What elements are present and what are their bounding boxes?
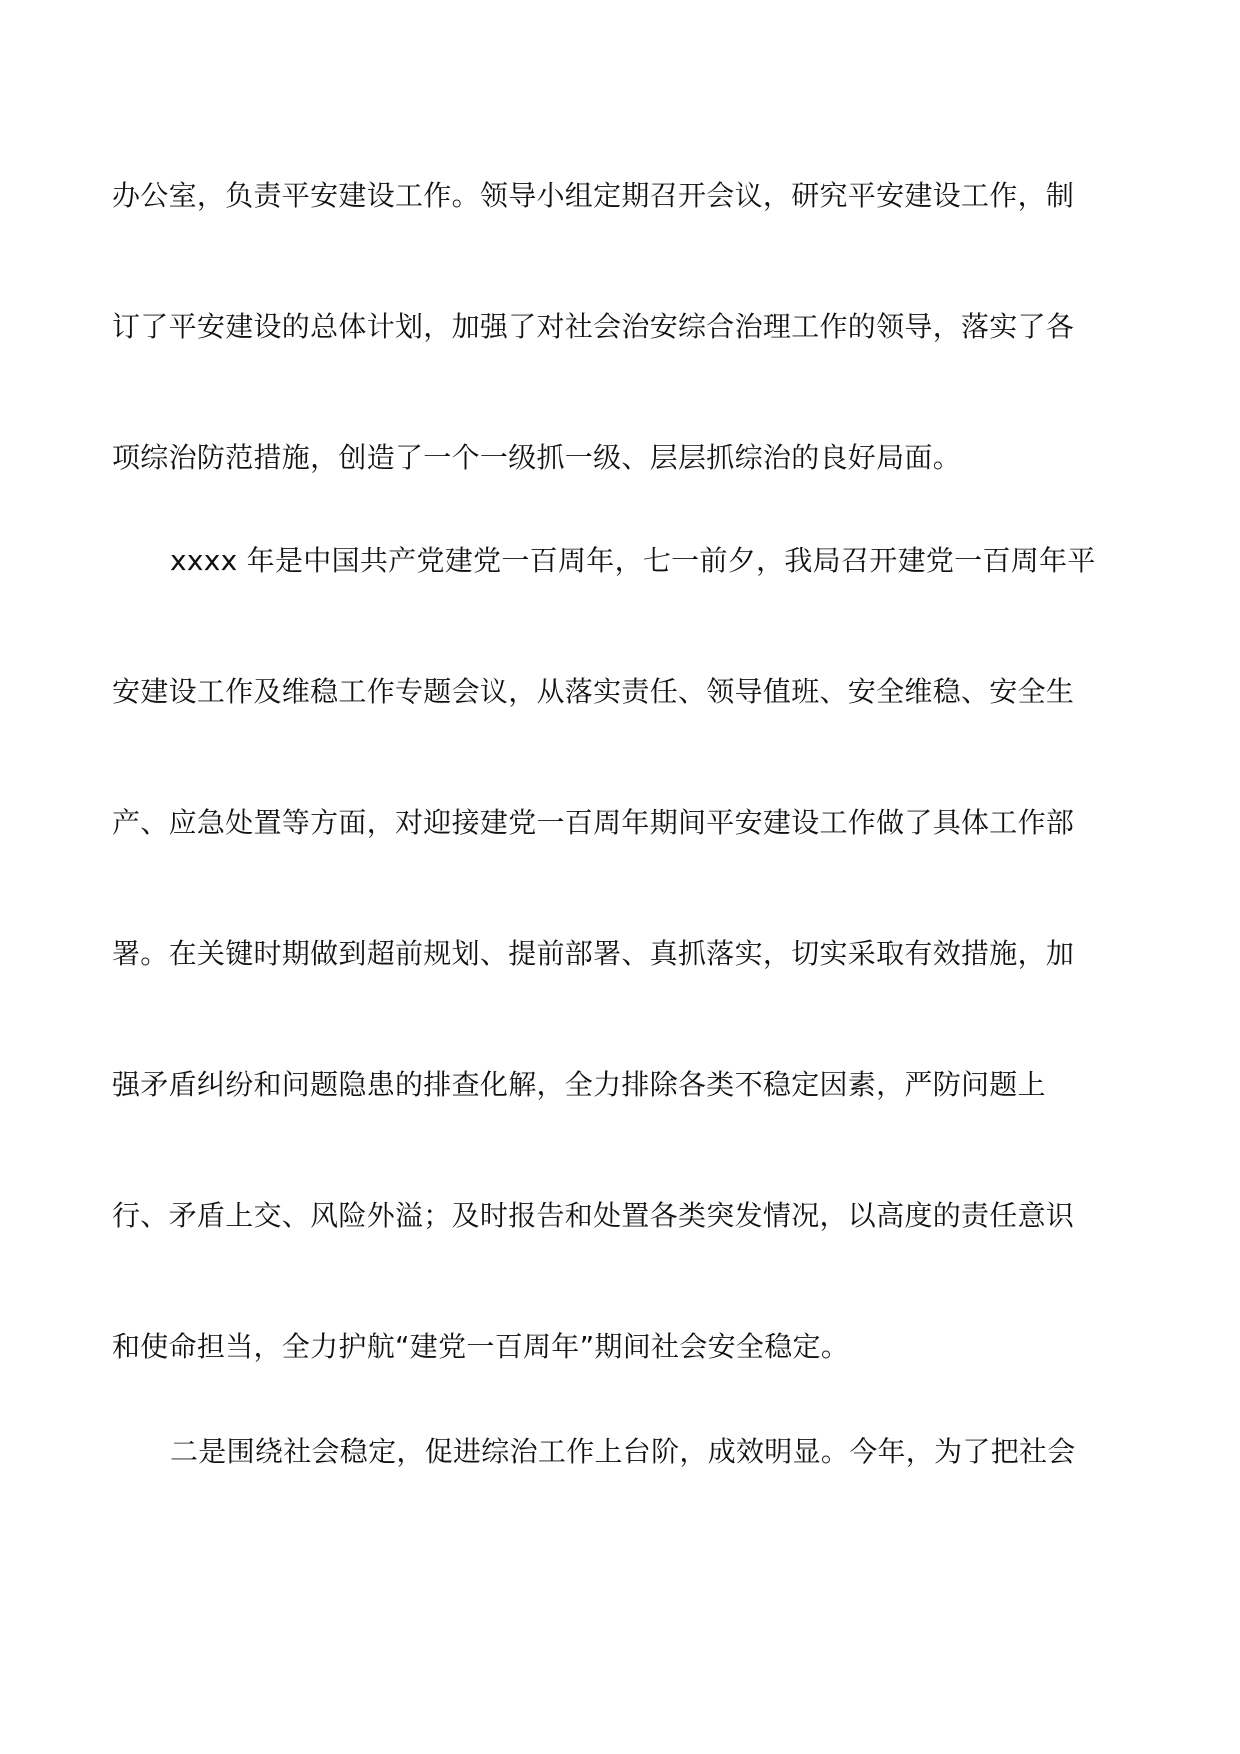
body-text-line: 办公室，负责平安建设工作。领导小组定期召开会议，研究平安建设工作，制: [112, 179, 1075, 212]
paragraph-first-line: 二是围绕社会稳定，促进综治工作上台阶，成效明显。今年，为了把社会: [170, 1435, 1076, 1468]
body-text-line: 和使命担当，全力护航“建党一百周年”期间社会安全稳定。: [112, 1330, 850, 1363]
body-text-line: 项综治防范措施，创造了一个一级抓一级、层层抓综治的良好局面。: [112, 441, 962, 474]
body-text-line: 安建设工作及维稳工作专题会议，从落实责任、领导值班、安全维稳、安全生: [112, 675, 1075, 708]
body-text-line: 强矛盾纠纷和问题隐患的排查化解，全力排除各类不稳定因素，严防问题上: [112, 1068, 1046, 1101]
paragraph-first-line: xxxx 年是中国共产党建党一百周年，七一前夕，我局召开建党一百周年平: [170, 544, 1096, 577]
body-text-line: 行、矛盾上交、风险外溢；及时报告和处置各类突发情况，以高度的责任意识: [112, 1199, 1075, 1232]
body-text-line: 产、应急处置等方面，对迎接建党一百周年期间平安建设工作做了具体工作部: [112, 806, 1075, 839]
body-text-line: 署。在关键时期做到超前规划、提前部署、真抓落实，切实采取有效措施，加: [112, 937, 1075, 970]
body-text-line: 订了平安建设的总体计划，加强了对社会治安综合治理工作的领导，落实了各: [112, 310, 1075, 343]
